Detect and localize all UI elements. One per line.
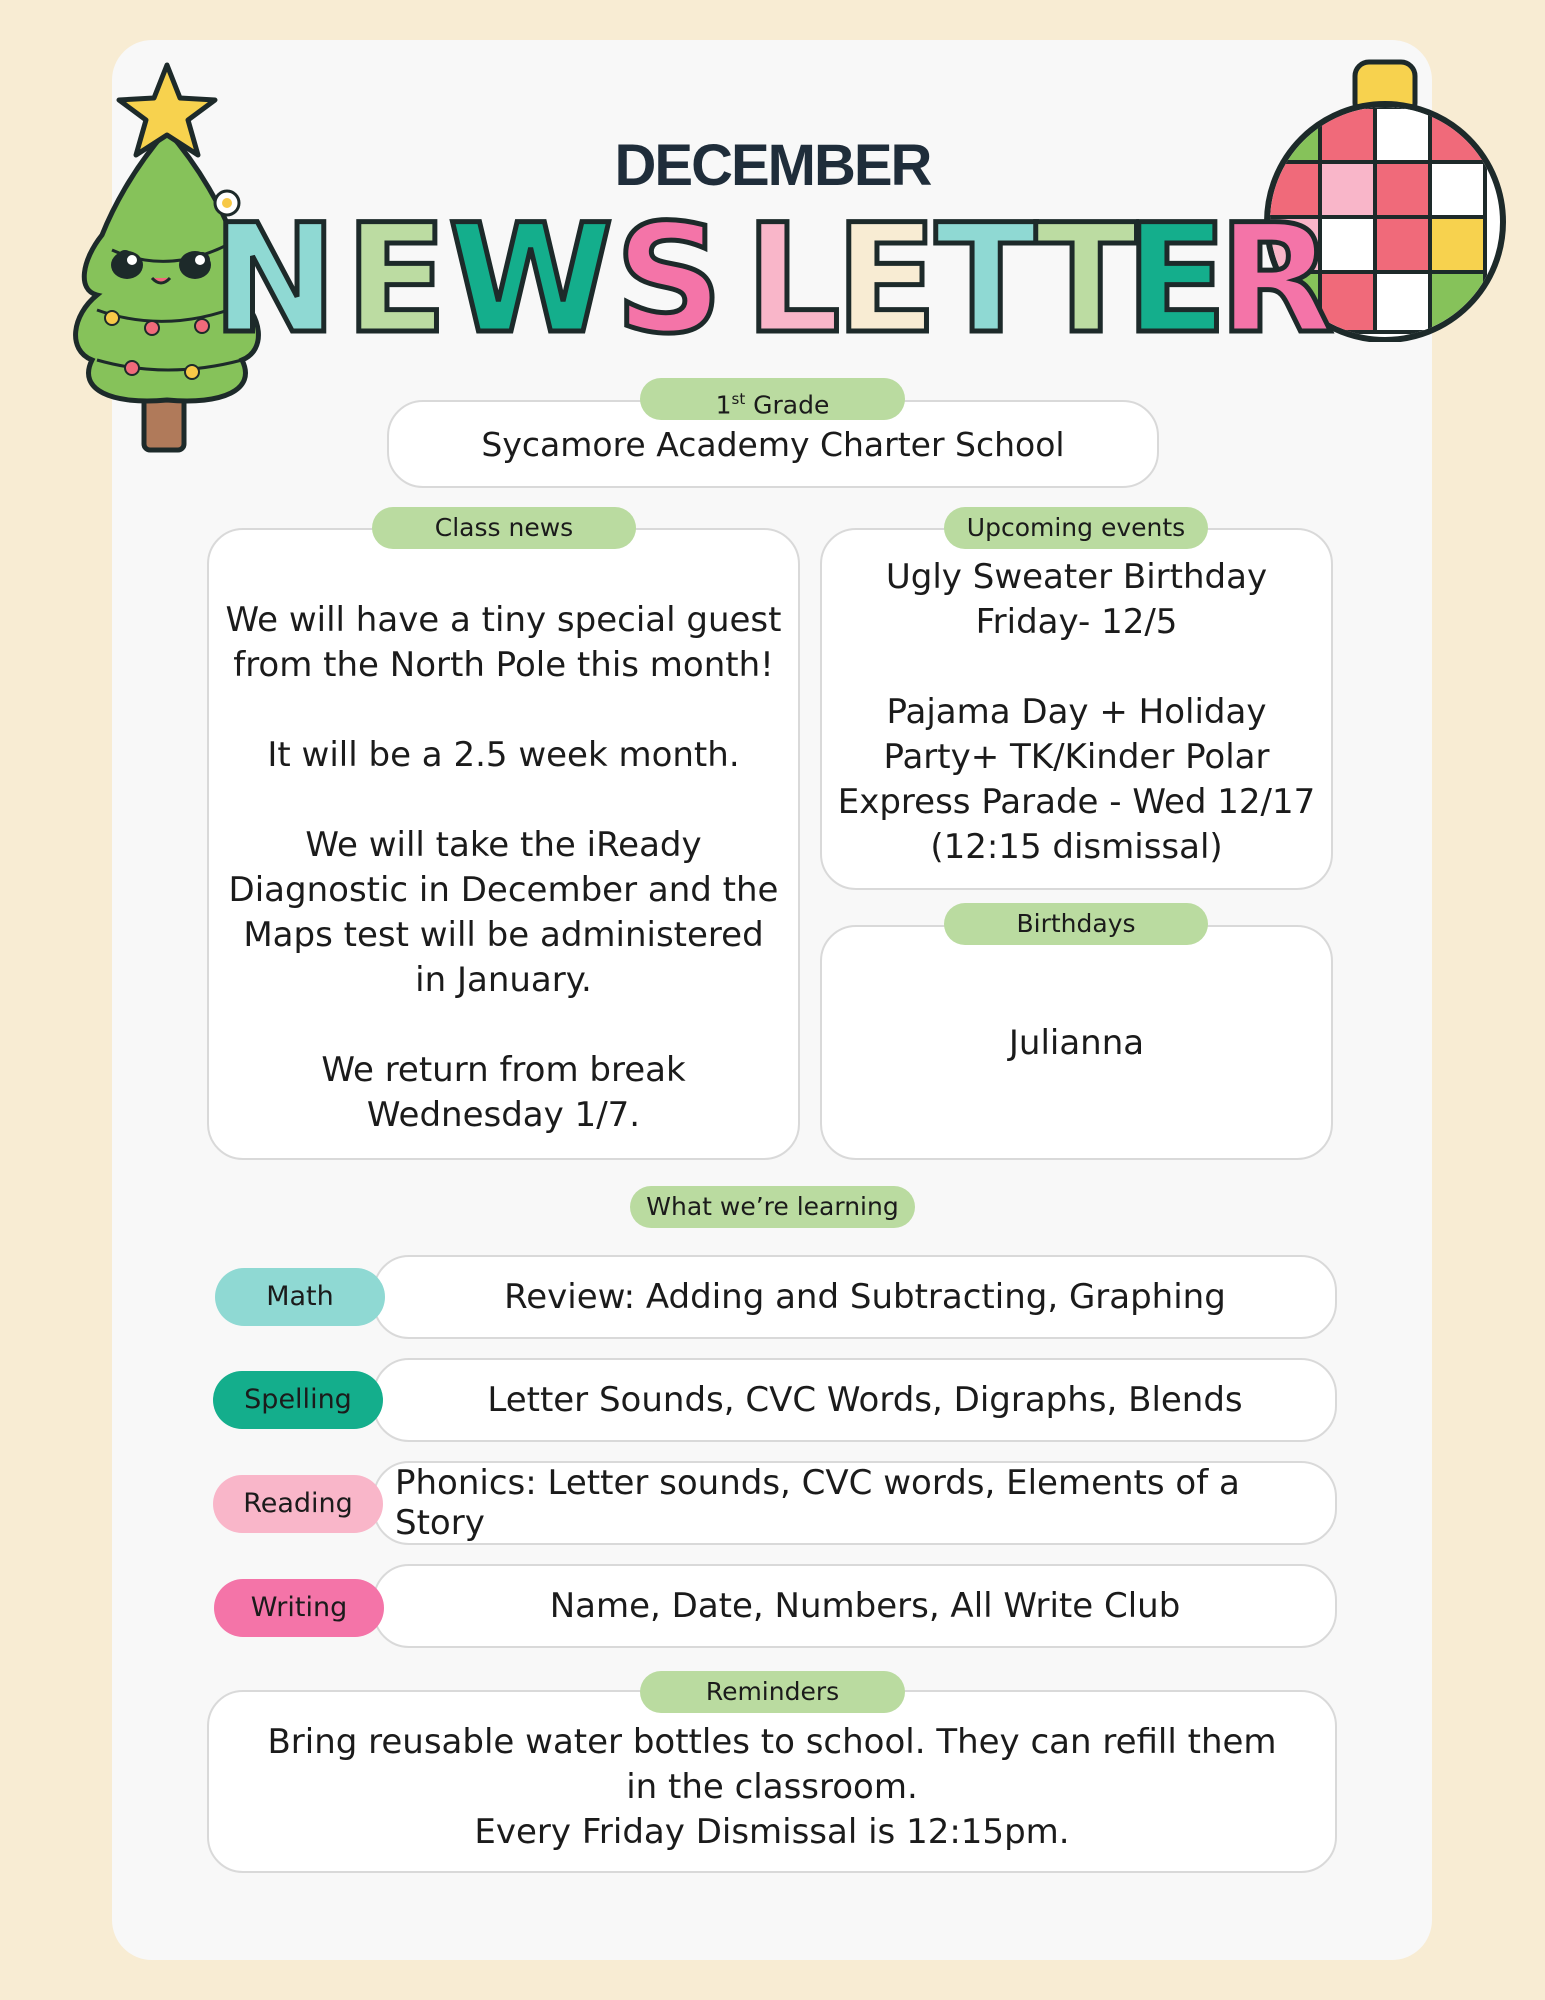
upcoming-events-box	[820, 528, 1333, 890]
grade-label: 1st Grade	[640, 378, 905, 420]
class-news-item: We will take the iReady Diagnostic in December and the Maps test will be administered in January.	[228, 825, 779, 1000]
class-news-item: We return from break Wednesday 1/7.	[321, 1050, 686, 1135]
event-item: Ugly Sweater Birthday Friday- 12/5	[885, 557, 1268, 642]
birthdays-box	[820, 925, 1333, 1160]
subject-row-spelling	[373, 1358, 1337, 1442]
title-letter: E	[1125, 193, 1228, 367]
subject-tag-writing: Writing	[214, 1579, 384, 1637]
class-news-label: Class news	[372, 507, 636, 549]
class-news-box	[207, 528, 800, 1160]
upcoming-events-content	[832, 555, 1321, 870]
birthdays-label: Birthdays	[944, 903, 1208, 945]
reminders-content	[249, 1720, 1295, 1855]
learning-label: What we’re learning	[630, 1186, 915, 1228]
subject-row-reading	[373, 1461, 1337, 1545]
title-letter: N	[212, 193, 338, 367]
subject-row-writing	[373, 1564, 1337, 1648]
class-news-item: It will be a 2.5 week month.	[267, 735, 740, 775]
title-letter: W	[448, 193, 614, 367]
title-letter: L	[745, 193, 841, 367]
reminder-item: Bring reusable water bottles to school. They can refill them in the classroom.	[267, 1722, 1277, 1807]
subject-row-math	[373, 1255, 1337, 1339]
title-letter: R	[1218, 193, 1334, 367]
subject-tag-reading: Reading	[213, 1475, 383, 1533]
subject-text: Name, Date, Numbers, All Write Club	[549, 1586, 1181, 1626]
subject-tag-math: Math	[215, 1268, 385, 1326]
class-news-item: We will have a tiny special guest from the North Pole this month!	[225, 600, 782, 685]
subject-tag-spelling: Spelling	[213, 1371, 383, 1429]
title-letter: E	[835, 193, 938, 367]
newsletter-month: DECEMBER	[614, 133, 931, 198]
upcoming-events-label: Upcoming events	[944, 507, 1208, 549]
birthday-names: Julianna	[1008, 1022, 1145, 1063]
reminder-item: Every Friday Dismissal is 12:15pm.	[474, 1812, 1070, 1852]
newsletter-title	[0, 193, 1545, 367]
school-name: Sycamore Academy Charter School	[481, 424, 1065, 464]
subject-text: Phonics: Letter sounds, CVC words, Elements of a Story	[395, 1463, 1240, 1543]
subject-text: Review: Adding and Subtracting, Graphing	[504, 1277, 1226, 1317]
title-letter: T	[935, 193, 1038, 367]
subject-text: Letter Sounds, CVC Words, Digraphs, Blends	[487, 1380, 1243, 1420]
title-letter: E	[345, 193, 448, 367]
title-letter: S	[615, 193, 724, 367]
event-item: Pajama Day + Holiday Party+ TK/Kinder Polar Express Parade - Wed 12/17 (12:15 dismissal)	[837, 692, 1316, 867]
title-letter: T	[1035, 193, 1138, 367]
class-news-content	[223, 598, 784, 1138]
reminders-label: Reminders	[640, 1671, 905, 1713]
reminders-box	[207, 1690, 1337, 1873]
